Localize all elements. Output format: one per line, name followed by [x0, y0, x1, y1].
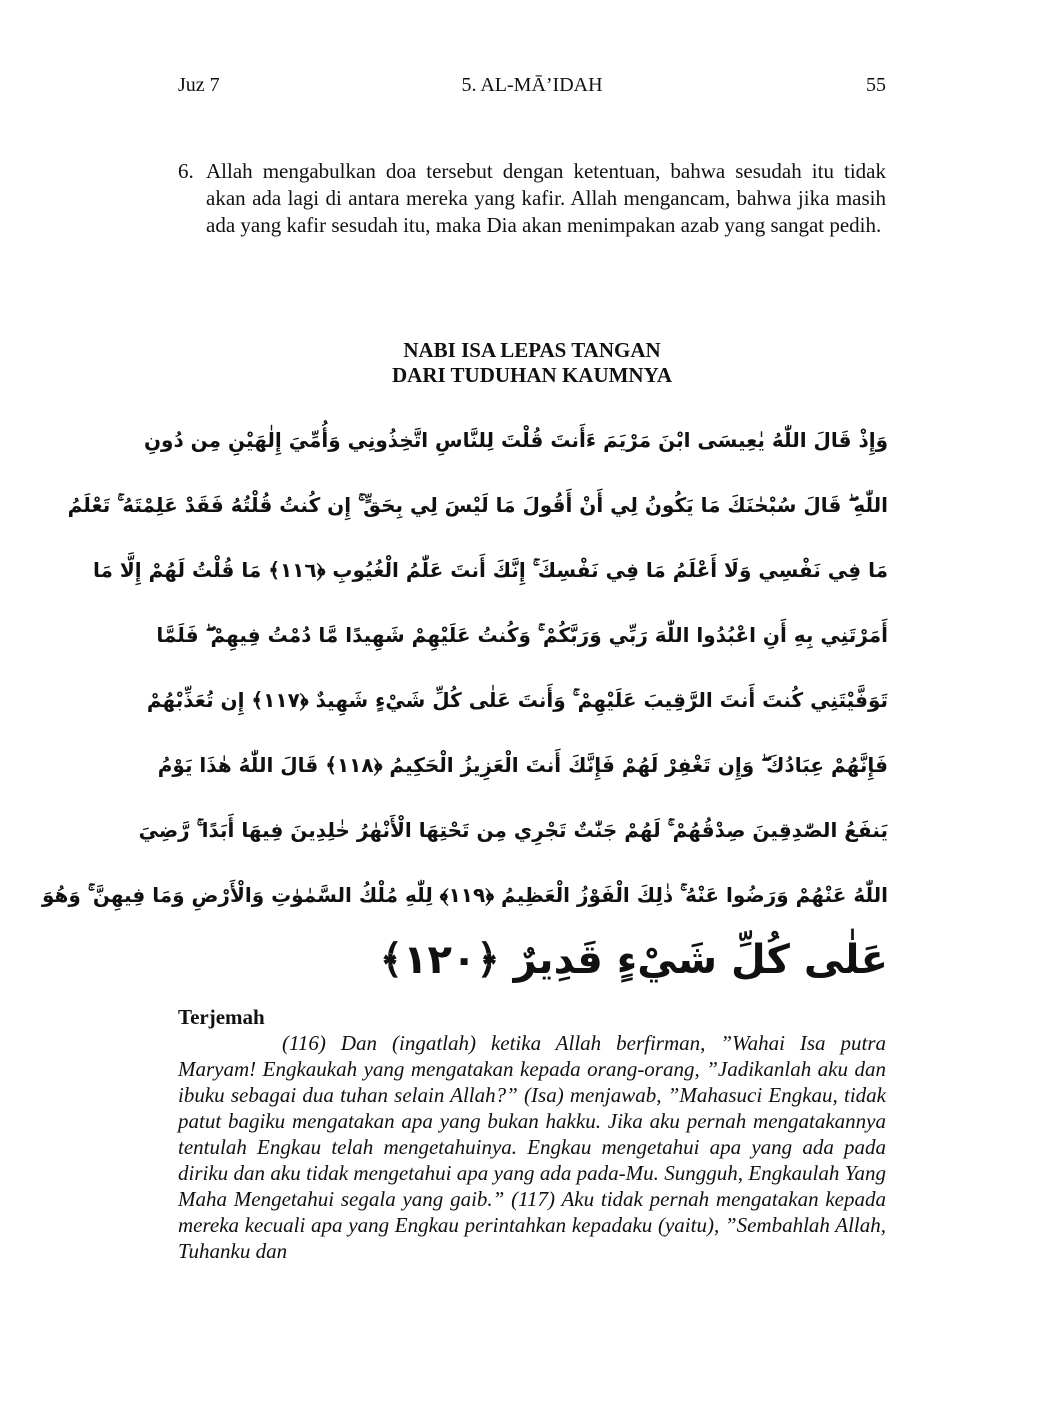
section-heading [178, 338, 886, 388]
section-heading-line-2: DARI TUDUHAN KAUMNYA [391, 363, 672, 387]
translation-label: Terjemah [178, 1005, 265, 1029]
translation-section [178, 1004, 886, 1264]
arabic-line: اللّٰهُ عَنْهُمْ وَرَضُوا عَنْهُ ۚ ذٰلِكَ الْفَوْزُ الْعَظِيمُ ﴿١١٩﴾ لِلّٰهِ مُلْكُ السَّمٰوٰتِ وَالْأَرْضِ وَمَا فِيهِنَّ ۚ وَهُوَ [42, 883, 888, 907]
page-number: 55 [866, 74, 886, 96]
arabic-line: عَلٰى كُلِّ شَيْءٍ قَدِيرٌ ﴿١٢٠﴾ [379, 937, 888, 983]
surah-title: 5. AL-MĀ’IDAH [461, 74, 603, 96]
arabic-line: فَإِنَّهُمْ عِبَادُكَ ۖ وَإِن تَغْفِرْ لَهُمْ فَإِنَّكَ أَنتَ الْعَزِيزُ الْحَكِيمُ ﴿١١٨﴾ قَالَ اللّٰهُ هٰذَا يَوْمُ [157, 753, 888, 777]
arabic-line: مَا فِي نَفْسِي وَلَا أَعْلَمُ مَا فِي نَفْسِكَ ۚ إِنَّكَ أَنتَ عَلّٰمُ الْغُيُوبِ ﴿١١٦﴾ مَا قُلْتُ لَهُمْ إِلَّا مَا [93, 558, 888, 582]
arabic-line: يَنفَعُ الصّٰدِقِينَ صِدْقُهُمْ ۚ لَهُمْ جَنّٰتٌ تَجْرِي مِن تَحْتِهَا الْأَنْهٰرُ خٰلِدِينَ فِيهَا أَبَدًا ۚ رَّضِيَ [138, 818, 888, 842]
translation-text: (116) Dan (ingatlah) ketika Allah berfirman, ”Wahai Isa putra Maryam! Engkaukah yang mengatakan kepada orang-orang, ”Jadikanlah aku dan ibuku sebagai dua tuhan selain Allah?” (Isa) menjawab, ”Mahasuci Engkau, tidak patut bagiku mengatakan apa yang bukan hakku. Jika aku pernah mengatakannya tentulah Engkau telah mengetahuinya. Engkau mengetahui apa yang ada pada diriku dan aku tidak mengetahui apa yang ada pada-Mu. Sungguh, Engkaulah Yang Maha Mengetahui segala yang gaib.” (117) Aku tidak pernah mengatakan kepada mereka kecuali apa yang Engkau perintahkan kepadaku (yaitu), ”Sembahlah Allah, Tuhanku dan [178, 1031, 886, 1263]
footnote-number: 6. [178, 159, 194, 183]
arabic-line: أَمَرْتَنِي بِهِ أَنِ اعْبُدُوا اللّٰهَ رَبِّي وَرَبَّكُمْ ۚ وَكُنتُ عَلَيْهِمْ شَهِيدًا مَّا دُمْتُ فِيهِمْ ۖ فَلَمَّا [156, 623, 888, 647]
arabic-line: تَوَفَّيْتَنِي كُنتَ أَنتَ الرَّقِيبَ عَلَيْهِمْ ۚ وَأَنتَ عَلٰى كُلِّ شَيْءٍ شَهِيدٌ ﴿١١٧﴾ إِن تُعَذِّبْهُمْ [146, 688, 888, 712]
arabic-verses [42, 408, 888, 998]
arabic-line: وَإِذْ قَالَ اللّٰهُ يٰعِيسَى ابْنَ مَرْيَمَ ءَأَنتَ قُلْتَ لِلنَّاسِ اتَّخِذُونِي وَأُمِّيَ إِلٰهَيْنِ مِن دُونِ [143, 428, 888, 452]
footnote-text: Allah mengabulkan doa tersebut dengan ketentuan, bahwa sesudah itu tidak akan ada lagi di antara mereka yang kafir. Allah mengancam, bahwa jika masih ada yang kafir sesudah itu, maka Dia akan menimpakan azab yang sangat pedih. [206, 159, 886, 237]
section-heading-line-1: NABI ISA LEPAS TANGAN [403, 338, 661, 362]
juz-label: Juz 7 [178, 74, 220, 96]
arabic-line: اللّٰهِ ۖ قَالَ سُبْحٰنَكَ مَا يَكُونُ لِي أَنْ أَقُولَ مَا لَيْسَ لِي بِحَقٍّ ۚ إِن كُنتُ قُلْتُهُ فَقَدْ عَلِمْتَهُ ۚ تَعْلَمُ [67, 493, 888, 517]
page-header [178, 74, 886, 104]
footnote-6 [178, 158, 886, 239]
